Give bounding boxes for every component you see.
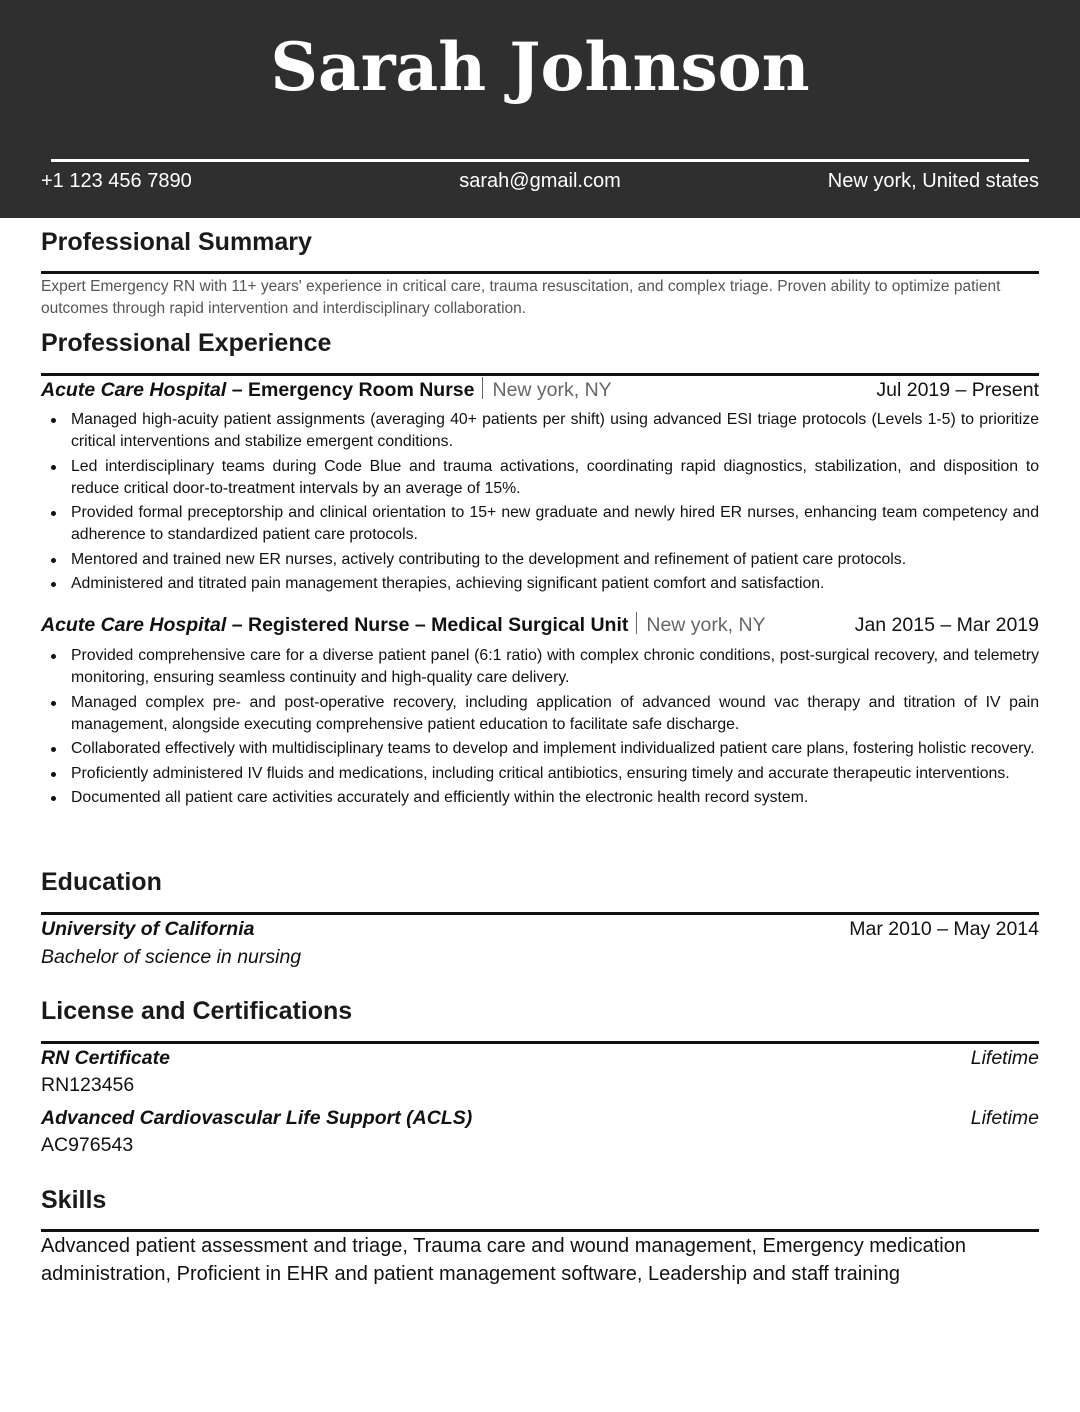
job-bullet: Provided comprehensive care for a diverse patient panel (6:1 ratio) with complex chronic conditions, post-surgical recovery, and telemetry monitoring, ensuring seamless continuity and high-quality care delivery. [71, 645, 1039, 689]
certification-id: AC976543 [41, 1134, 134, 1156]
certification-validity: Lifetime [970, 1107, 1039, 1129]
job-location: New york, NY [646, 614, 766, 636]
education-entry [41, 916, 1039, 942]
separator [482, 377, 483, 399]
skills-divider [41, 1229, 1039, 1232]
certifications-heading: License and Certifications [41, 997, 353, 1025]
skills-heading: Skills [41, 1186, 107, 1214]
job-bullet: Managed high-acuity patient assignments (averaging 40+ patients per shift) using advanced ESI triage protocols (Levels 1-5) to prioritize critical interventions and stabilize emergent conditions. [71, 409, 1039, 453]
job-bullet: Documented all patient care activities accurately and efficiently within the electronic health record system. [71, 787, 1039, 809]
certification-name: RN Certificate [41, 1047, 170, 1069]
degree: Bachelor of science in nursing [41, 946, 302, 968]
job-dates: Jan 2015 – Mar 2019 [854, 614, 1039, 636]
job-employer: Acute Care Hospital [41, 614, 227, 636]
job-bullets [41, 409, 1039, 598]
summary-text: Expert Emergency RN with 11+ years' experience in critical care, trauma resuscitation, and complex triage. Proven ability to optimize patient outcomes through rapid intervention and interdisciplinary collaboration. [41, 278, 1001, 317]
certifications-divider [41, 1041, 1039, 1044]
job-bullets [41, 645, 1039, 812]
job-bullet: Managed complex pre- and post-operative recovery, including application of advanced wound vac therapy and titration of IV pain management, alongside executing comprehensive patient education to facilitate safe discharge. [71, 692, 1039, 736]
education-dates: Mar 2010 – May 2014 [849, 918, 1039, 940]
job-bullet: Led interdisciplinary teams during Code Blue and trauma activations, coordinating rapid diagnostics, stabilization, and disposition to reduce critical door-to-treatment intervals by an average of 15%. [71, 456, 1039, 500]
school-name: University of California [41, 918, 255, 940]
skills-list: Advanced patient assessment and triage, Trauma care and wound management, Emergency medication administration, Proficient in EHR and patient management software, Leadership and staff training [41, 1235, 966, 1285]
certification-name: Advanced Cardiovascular Life Support (ACLS) [41, 1107, 473, 1129]
experience-heading: Professional Experience [41, 329, 332, 357]
job-bullet: Proficiently administered IV fluids and medications, including critical antibiotics, ensuring timely and accurate therapeutic interventions. [71, 763, 1039, 785]
email-address: sarah@gmail.com [459, 170, 621, 192]
job-title: – Registered Nurse – Medical Surgical Unit [226, 614, 629, 636]
candidate-name: Sarah Johnson [270, 28, 810, 106]
summary-heading: Professional Summary [41, 228, 312, 256]
job-bullet: Collaborated effectively with multidisciplinary teams to develop and implement individualized patient care plans, fostering holistic recovery. [71, 738, 1039, 760]
certification-entry [41, 1045, 1039, 1071]
job-bullet: Mentored and trained new ER nurses, actively contributing to the development and refinement of patient care protocols. [71, 549, 1039, 571]
job-bullet: Administered and titrated pain management therapies, achieving significant patient comfort and satisfaction. [71, 573, 1039, 595]
education-divider [41, 912, 1039, 915]
certification-entry [41, 1105, 1039, 1131]
experience-divider [41, 373, 1039, 376]
job-location: New york, NY [492, 379, 612, 401]
education-heading: Education [41, 868, 162, 896]
resume-header [0, 0, 1080, 218]
home-location: New york, United states [827, 170, 1039, 192]
job-dates: Jul 2019 – Present [876, 379, 1039, 401]
job-employer: Acute Care Hospital [41, 379, 227, 401]
job-bullet: Provided formal preceptorship and clinical orientation to 15+ new graduate and newly hired ER nurses, enhancing team competency and adherence to standardized patient care protocols. [71, 502, 1039, 546]
header-divider [51, 159, 1029, 162]
job-title: – Emergency Room Nurse [226, 379, 475, 401]
phone-number: +1 123 456 7890 [41, 170, 192, 192]
separator [636, 612, 637, 634]
summary-divider [41, 271, 1039, 274]
certification-id: RN123456 [41, 1074, 135, 1096]
job-header [41, 612, 1039, 638]
certification-validity: Lifetime [970, 1047, 1039, 1069]
job-header [41, 377, 1039, 403]
